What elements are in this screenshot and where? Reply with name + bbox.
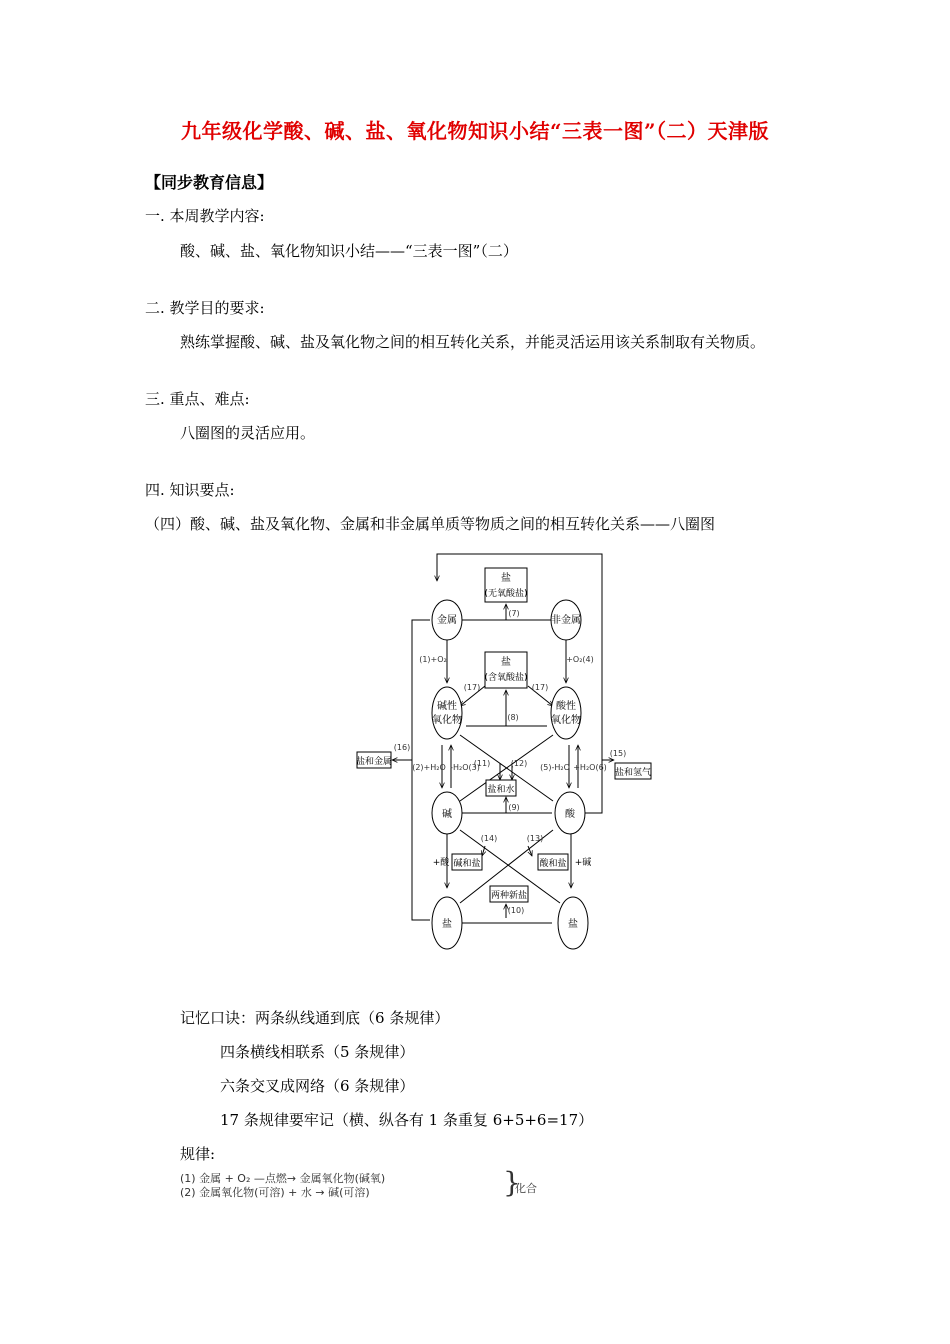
label-16: (16) [393, 743, 411, 752]
section-1-body: 酸、碱、盐、氧化物知识小结——“三表一图”（二） [180, 242, 518, 260]
section-header: 【同步教育信息】 [145, 173, 274, 192]
label-3: -H₂O(3) [450, 763, 480, 772]
label-6: +H₂O(6) [573, 763, 607, 772]
box-salt-top-label-2: (无氧酸盐) [484, 589, 528, 599]
section-1-heading: 一. 本周教学内容: [145, 207, 265, 225]
rules-group-label: 化合 [515, 1182, 537, 1195]
label-2: (2)+H₂O [412, 763, 446, 772]
mnemonic-line-2: 四条横线相联系（5 条规律） [220, 1043, 415, 1061]
node-nonmetal-label: 非金属 [551, 615, 581, 626]
box-base-salt-label: 碱和盐 [453, 859, 481, 869]
node-basic-oxide [432, 687, 462, 739]
eight-circle-diagram [350, 548, 670, 958]
label-plus-base: +碱 [574, 858, 592, 868]
box-salt-top-label-1: 盐 [501, 573, 511, 584]
box-acid-salt-label: 酸和盐 [539, 859, 567, 869]
label-plus-acid: +酸 [432, 858, 450, 868]
rules-equations [180, 1172, 385, 1200]
section-3-heading: 三. 重点、难点: [145, 390, 250, 408]
label-13: (13) [526, 834, 544, 843]
mnemonic-line-1: 记忆口诀：两条纵线通到底（6 条规律） [180, 1009, 450, 1027]
section-4-heading: 四. 知识要点: [145, 481, 235, 499]
node-salt-right-label: 盐 [568, 919, 578, 930]
mnemonic-line-3: 六条交叉成网络（6 条规律） [220, 1077, 415, 1095]
rules-heading: 规律: [180, 1145, 216, 1163]
section-3-body: 八圈图的灵活应用。 [180, 424, 316, 442]
label-11: (11) [473, 759, 491, 768]
acid-oxide-label-1: 酸性 [556, 701, 576, 712]
label-14: (14) [480, 834, 498, 843]
label-4: +O₂(4) [566, 655, 594, 664]
box-salt-mid-label-1: 盐 [501, 657, 511, 668]
label-15: (15) [609, 749, 627, 758]
basic-oxide-label-1: 碱性 [437, 701, 457, 712]
rule-1: (1) 金属 + O₂ —点燃→ 金属氧化物(碱氧) [180, 1172, 386, 1185]
section-4-subheading: （四）酸、碱、盐及氧化物、金属和非金属单质等物质之间的相互转化关系——八圈图 [145, 515, 716, 533]
section-2-body: 熟练掌握酸、碱、盐及氧化物之间的相互转化关系，并能灵活运用该关系制取有关物质。 [180, 333, 766, 351]
page-title: 九年级化学酸、碱、盐、氧化物知识小结“三表一图”（二）天津版 [180, 119, 769, 143]
label-12: (12) [510, 759, 528, 768]
rule-2: (2) 金属氧化物(可溶) + 水 → 碱(可溶) [180, 1186, 370, 1199]
box-two-salts-label: 两种新盐 [490, 891, 528, 901]
rules-brace: } [503, 1166, 521, 1199]
box-salt-mid-label-2: (含氧酸盐) [484, 673, 528, 683]
box-salt-h2-label: 盐和氢气 [614, 768, 652, 778]
section-2-heading: 二. 教学目的要求: [145, 299, 265, 317]
basic-oxide-label-2: 氧化物 [432, 715, 462, 726]
box-salt-water-label: 盐和水 [487, 785, 515, 795]
acid-oxide-label-2: 氧化物 [551, 715, 581, 726]
node-acid-oxide [551, 687, 581, 739]
label-5: (5)-H₂O [540, 763, 570, 772]
label-8: (8) [507, 713, 519, 722]
node-acid-label: 酸 [565, 809, 575, 820]
label-7: (7) [508, 609, 520, 618]
node-salt-left-label: 盐 [442, 919, 452, 930]
label-17b: (17) [531, 683, 549, 692]
box-salt-metal-label: 盐和金属 [355, 757, 393, 767]
node-metal-label: 金属 [437, 615, 457, 626]
label-1: (1)+O₂ [419, 655, 447, 664]
mnemonic-line-4: 17 条规律要牢记（横、纵各有 1 条重复 6+5+6=17） [220, 1111, 594, 1129]
label-9: (9) [508, 803, 520, 812]
label-17a: (17) [463, 683, 481, 692]
node-base-label: 碱 [442, 809, 452, 820]
label-10: (10) [507, 906, 525, 915]
